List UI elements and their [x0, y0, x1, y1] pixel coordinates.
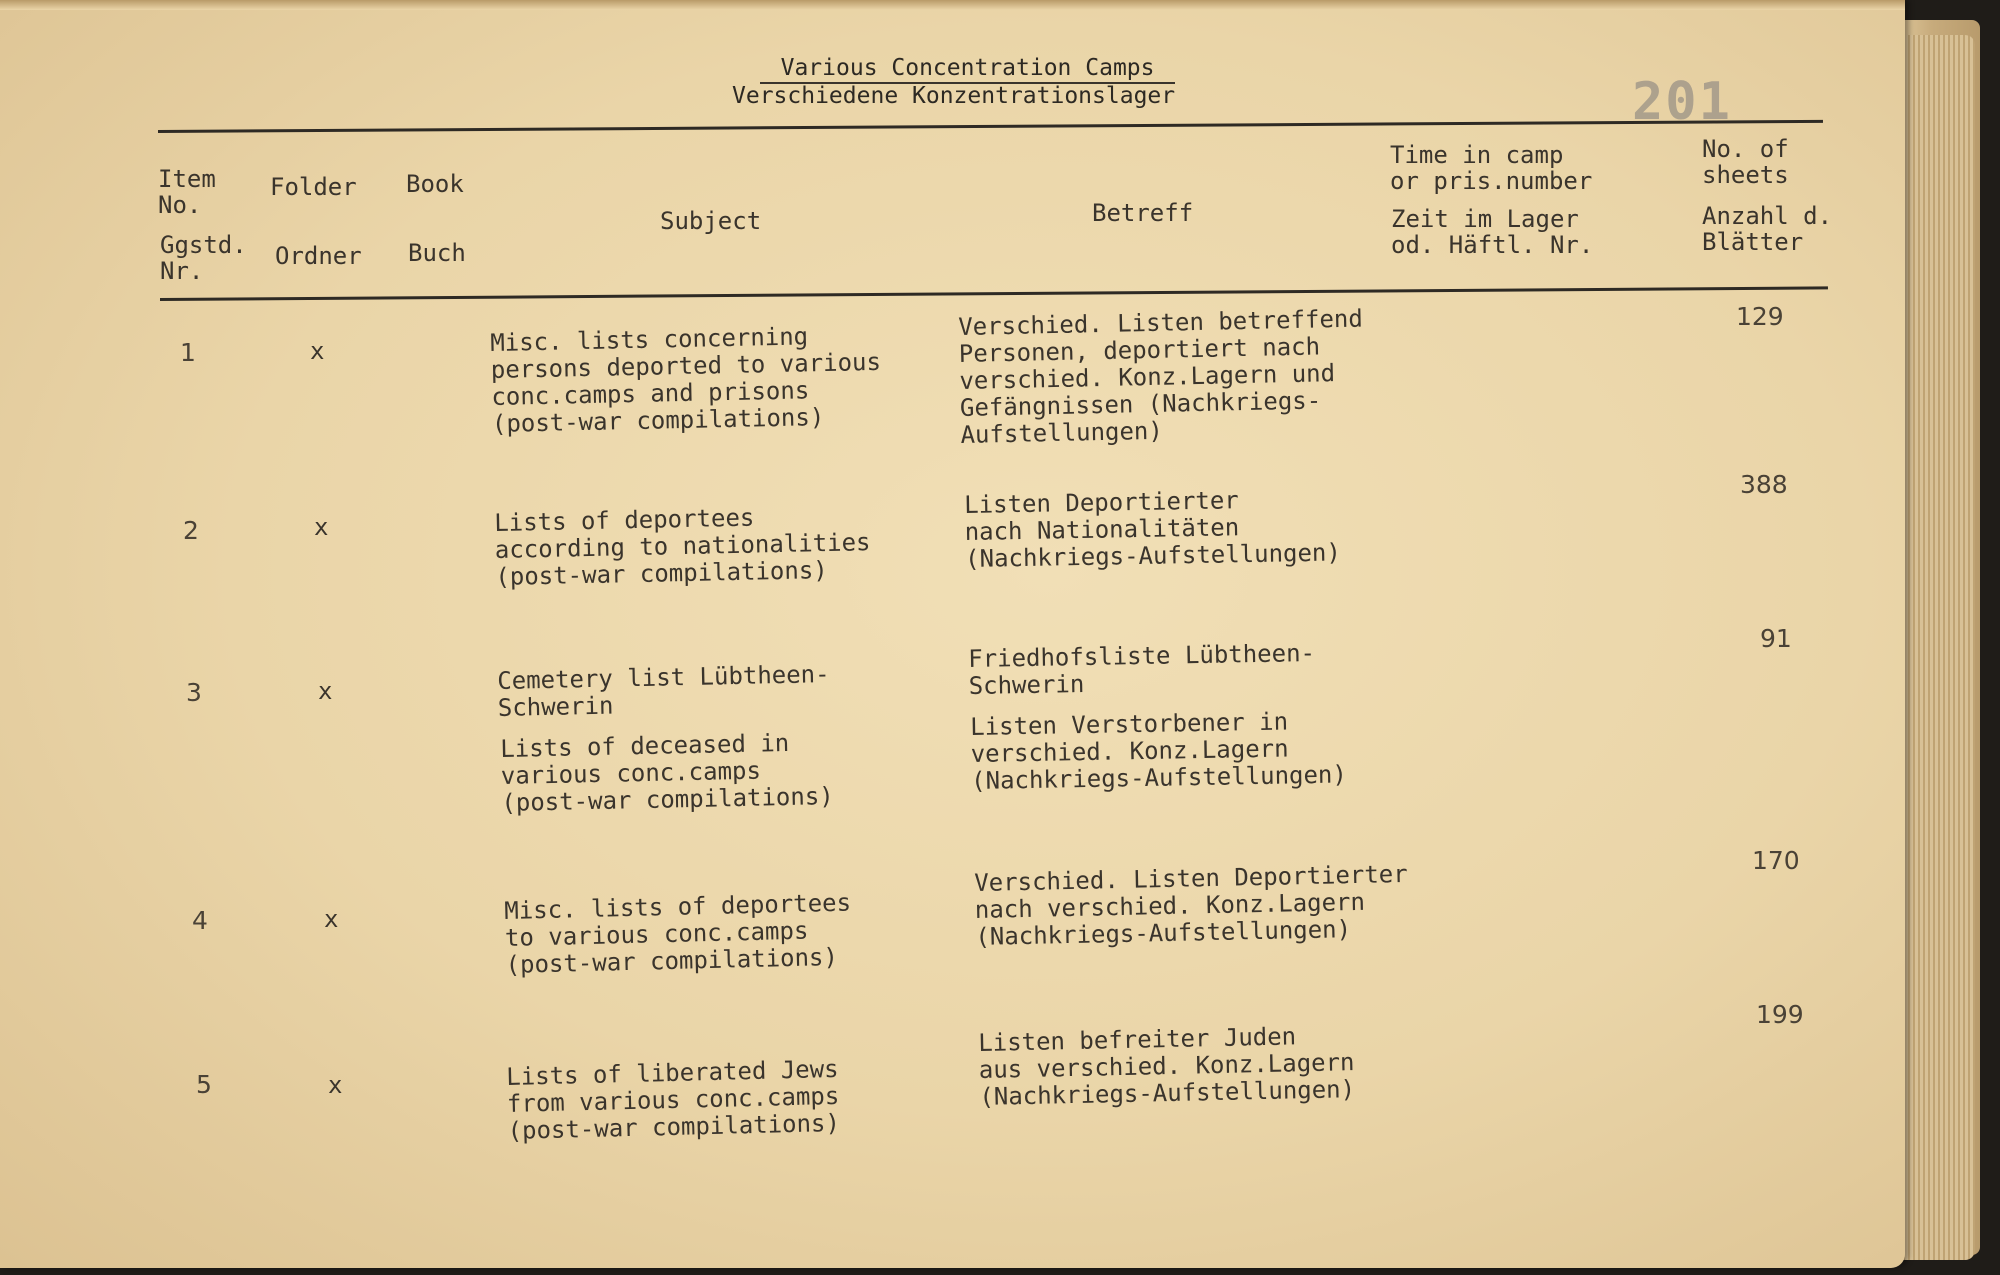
row-5-subject: Lists of liberated Jews from various conc.camps (post-war compilations) — [505, 1054, 841, 1145]
row-3-betreff-2: Listen Verstorbener in verschied. Konz.Lagern (Nachkriegs-Aufstellungen) — [969, 707, 1348, 795]
row-2-sheets: 388 — [1740, 470, 1788, 499]
header-betreff: Betreff — [1092, 199, 1194, 227]
header-subject: Subject — [660, 207, 762, 235]
header-folder-en: Folder — [270, 173, 357, 201]
header-item-en: Item No. — [158, 165, 216, 219]
row-1-folder: x — [310, 337, 325, 365]
row-3-item: 3 — [186, 678, 202, 707]
row-2-betreff: Listen Deportierter nach Nationalitäten (Nachkriegs-Aufstellungen) — [963, 486, 1342, 573]
header-bottom-rule — [160, 286, 1828, 301]
page-number-stamp: 201 — [1632, 72, 1732, 132]
row-2-subject: Lists of deportees according to nationalities (post-war compilations) — [493, 503, 871, 591]
header-item-de: Ggstd. Nr. — [160, 231, 247, 285]
row-3-subject: Cemetery list Lübtheen- Schwerin — [496, 660, 830, 722]
row-1-sheets: 129 — [1736, 302, 1784, 331]
title-english: Various Concentration Camps — [760, 56, 1175, 84]
header-top-rule — [158, 120, 1823, 133]
row-2-item: 2 — [183, 516, 199, 545]
header-sheets-en: No. of sheets — [1702, 135, 1789, 189]
title-german: Verschiedene Konzentrationslager — [732, 83, 1176, 109]
row-3-sheets: 91 — [1760, 624, 1792, 653]
row-4-item: 4 — [192, 906, 208, 935]
header-folder-de: Ordner — [275, 242, 362, 270]
header-sheets-de: Anzahl d. Blätter — [1702, 202, 1833, 256]
row-5-item: 5 — [196, 1070, 212, 1099]
row-1-subject: Misc. lists concerning persons deported to various conc.camps and prisons (post-war compilations) — [489, 322, 882, 438]
row-1-betreff: Verschied. Listen betreffend Personen, deportiert nach verschied. Konz.Lagern und Gefängnissen (Nachkriegs- Aufstellungen) — [957, 304, 1364, 449]
row-1-item: 1 — [180, 338, 196, 367]
row-4-sheets: 170 — [1752, 846, 1800, 875]
page-top-shadow — [0, 0, 1905, 10]
header-time-en: Time in camp or pris.number — [1390, 141, 1593, 195]
row-5-betreff: Listen befreiter Juden aus verschied. Konz.Lagern (Nachkriegs-Aufstellungen) — [977, 1022, 1356, 1111]
row-3-betreff: Friedhofsliste Lübtheen- Schwerin — [967, 638, 1316, 700]
row-5-sheets: 199 — [1756, 1000, 1804, 1029]
header-time-de: Zeit im Lager od. Häftl. Nr. — [1391, 205, 1594, 259]
row-4-folder: x — [324, 905, 339, 933]
row-4-betreff: Verschied. Listen Deportierter nach verschied. Konz.Lagern (Nachkriegs-Aufstellungen) — [973, 859, 1408, 951]
header-book-en: Book — [406, 170, 464, 198]
row-4-subject: Misc. lists of deportees to various conc.camps (post-war compilations) — [503, 888, 852, 979]
row-3-folder: x — [318, 677, 333, 705]
row-2-folder: x — [314, 513, 329, 541]
document-title — [732, 55, 1176, 109]
header-book-de: Buch — [408, 239, 466, 267]
row-3-subject-2: Lists of deceased in various conc.camps (post-war compilations) — [499, 728, 834, 817]
row-5-folder: x — [328, 1071, 343, 1099]
